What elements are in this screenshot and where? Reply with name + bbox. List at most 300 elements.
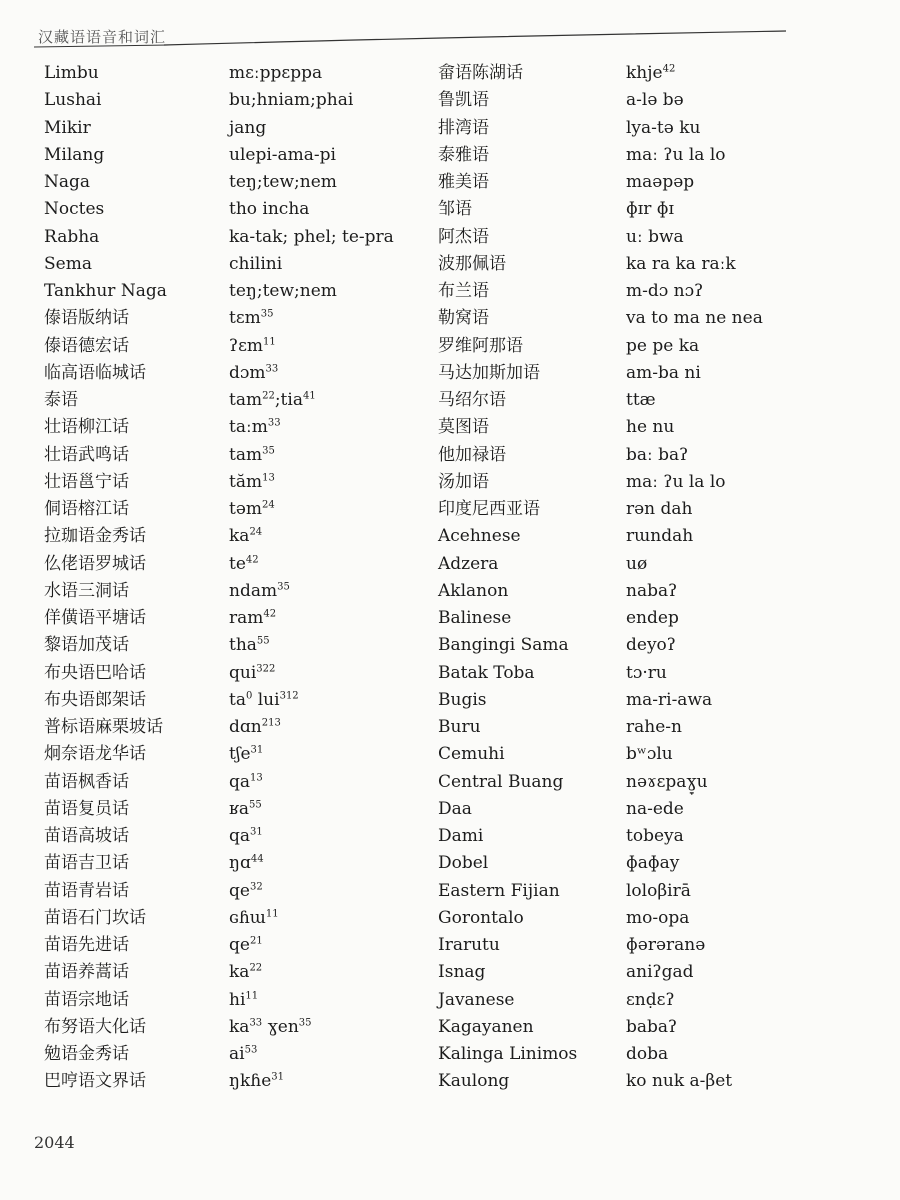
tone-superscript: 35 <box>260 308 274 320</box>
form-text: endep <box>626 608 679 628</box>
entry-row <box>438 1041 878 1068</box>
language-name: Gorontalo <box>438 907 524 928</box>
form-text: ɢɦɯ <box>229 907 266 928</box>
form-text: tɛm <box>229 308 261 329</box>
entry-row <box>44 87 424 114</box>
entry-row <box>438 632 878 659</box>
entry-row <box>44 1014 424 1041</box>
language-name: Tankhur Naga <box>44 281 167 301</box>
entry-row <box>438 1014 878 1041</box>
language-name: Eastern Fijian <box>438 880 560 901</box>
form-text: khje <box>626 63 663 83</box>
language-name: Sema <box>44 253 92 274</box>
tone-superscript: 35 <box>277 581 290 593</box>
entry-row <box>44 959 424 986</box>
form-text: te <box>229 553 246 574</box>
form-text: a-lə bə <box>626 90 684 111</box>
tone-superscript: 0 <box>245 690 253 702</box>
language-name: Bangingi Sama <box>438 635 569 656</box>
word-form <box>229 523 262 550</box>
form-text: ta <box>229 689 246 710</box>
entry-row <box>438 224 878 251</box>
running-header: 汉藏语语音和词汇 <box>38 28 167 46</box>
word-form <box>229 850 264 877</box>
entry-row <box>44 251 424 278</box>
language-name: 马达加斯加语 <box>438 362 540 383</box>
entry-row <box>438 305 878 332</box>
form-text: dɑn <box>229 717 262 737</box>
word-form <box>626 442 688 469</box>
tone-superscript: 213 <box>261 717 281 729</box>
language-name: 勒窝语 <box>438 308 489 329</box>
entry-row <box>44 796 424 823</box>
word-form <box>229 823 263 850</box>
form-text: doba <box>626 1044 669 1064</box>
entry-row <box>438 796 878 823</box>
language-name: Cemuhi <box>438 744 505 765</box>
word-form <box>229 1068 284 1095</box>
language-name: Limbu <box>44 63 99 83</box>
entry-row <box>438 523 878 550</box>
entry-row <box>438 987 878 1014</box>
entry-row <box>438 687 878 714</box>
entry-row <box>438 551 878 578</box>
language-name: 泰语 <box>44 390 78 410</box>
form-text: tam <box>229 444 263 465</box>
word-form <box>626 387 656 414</box>
entry-row <box>44 605 424 632</box>
word-form <box>229 905 279 932</box>
entry-row <box>438 333 878 360</box>
language-name: Noctes <box>44 199 105 220</box>
form-text: ka <box>229 526 250 547</box>
entry-row <box>44 387 424 414</box>
form-text: jang <box>229 117 267 138</box>
entry-row <box>44 987 424 1014</box>
word-form <box>626 278 703 305</box>
entry-row <box>44 578 424 605</box>
word-form <box>626 660 667 687</box>
language-name: 畲语陈湖话 <box>438 63 523 83</box>
entry-row <box>44 196 424 223</box>
form-text: hi <box>229 989 246 1010</box>
form-text: qe <box>229 880 250 901</box>
entry-row <box>438 469 878 496</box>
word-form <box>229 687 299 714</box>
tone-superscript: 41 <box>302 390 316 402</box>
language-name: Batak Toba <box>438 662 535 683</box>
language-name: 鲁凯语 <box>438 90 489 111</box>
language-name: 水语三洞话 <box>44 580 129 601</box>
word-form <box>229 959 262 986</box>
language-name: Milang <box>44 144 105 165</box>
form-text: mɛːppɛppa <box>229 63 323 83</box>
language-name: Javanese <box>438 989 515 1010</box>
word-form <box>626 87 684 114</box>
entry-row <box>438 660 878 687</box>
form-text: va to ma ne nea <box>626 308 763 329</box>
language-name: 苗语高坡话 <box>44 826 129 846</box>
language-name: Kaulong <box>438 1071 510 1092</box>
entry-row <box>438 823 878 850</box>
language-name: 仫佬语罗城话 <box>44 553 146 574</box>
word-form <box>229 632 270 659</box>
form-text: ko nuk a-βet <box>626 1071 733 1092</box>
word-form <box>626 959 694 986</box>
form-text: bu;hniam;phai <box>229 90 354 111</box>
entry-row <box>438 278 878 305</box>
language-name: Rabha <box>44 226 100 247</box>
word-form <box>229 414 281 441</box>
language-name: Naga <box>44 172 91 192</box>
word-form <box>229 932 263 959</box>
language-name: 邹语 <box>438 199 472 220</box>
entry-row <box>44 224 424 251</box>
entry-row <box>438 769 878 796</box>
word-form <box>229 142 336 169</box>
word-form <box>626 305 763 332</box>
language-name: Isnag <box>438 962 486 983</box>
form-text: qa <box>229 826 251 846</box>
form-text: maəpəp <box>626 172 695 192</box>
tone-superscript: 35 <box>298 1017 312 1029</box>
entry-row <box>44 769 424 796</box>
word-form <box>626 360 701 387</box>
entry-row <box>44 523 424 550</box>
word-form <box>626 578 677 605</box>
word-form <box>229 60 322 87</box>
language-name: 傣语版纳话 <box>44 308 129 329</box>
word-form <box>229 87 353 114</box>
form-text: maː ʔu la lo <box>626 471 726 492</box>
word-form <box>229 169 337 196</box>
tone-superscript: 13 <box>262 472 275 484</box>
entry-row <box>44 278 424 305</box>
entry-row <box>44 714 424 741</box>
word-form <box>626 769 708 796</box>
language-name: 排湾语 <box>438 117 489 138</box>
word-form <box>626 741 673 768</box>
form-text: ka <box>229 1016 250 1037</box>
language-name: 黎语加茂话 <box>44 635 129 656</box>
language-name: 勉语金秀话 <box>44 1044 129 1064</box>
entry-row <box>44 1041 424 1068</box>
entry-row <box>438 496 878 523</box>
language-name: 罗维阿那语 <box>438 335 523 356</box>
word-form <box>626 932 705 959</box>
language-name: 布央语巴哈话 <box>44 662 146 683</box>
entry-row <box>44 551 424 578</box>
form-text: ka-tak; phel; te-pra <box>229 226 394 247</box>
tone-superscript: 11 <box>265 908 279 920</box>
word-form <box>229 1014 312 1041</box>
word-form <box>229 387 316 414</box>
entry-row <box>44 442 424 469</box>
tone-superscript: 35 <box>262 444 275 456</box>
word-form <box>626 196 674 223</box>
tone-superscript: 31 <box>250 744 264 756</box>
entry-row <box>44 305 424 332</box>
word-form <box>626 60 675 87</box>
entry-row <box>438 414 878 441</box>
word-form <box>626 905 689 932</box>
language-name: 苗语吉卫话 <box>44 853 129 874</box>
tone-superscript: 21 <box>249 935 263 947</box>
tone-superscript: 322 <box>256 662 276 674</box>
entry-row <box>44 333 424 360</box>
language-name: Acehnese <box>438 526 521 547</box>
word-form <box>229 251 282 278</box>
word-form <box>229 796 262 823</box>
entry-row <box>438 959 878 986</box>
tone-superscript: 312 <box>279 690 299 702</box>
word-form <box>626 224 684 251</box>
tone-superscript: 11 <box>245 989 259 1001</box>
entry-row <box>44 60 424 87</box>
form-text: deyoʔ <box>626 635 676 656</box>
word-form <box>229 196 309 223</box>
form-text: tăm <box>229 471 263 492</box>
entry-row <box>438 442 878 469</box>
word-form <box>626 142 726 169</box>
form-text: rɯndah <box>626 526 694 547</box>
form-text: ɸaɸay <box>626 853 680 874</box>
tone-superscript: 55 <box>256 635 270 647</box>
form-text: tʃe <box>229 744 251 765</box>
word-form <box>626 823 684 850</box>
word-form <box>626 796 684 823</box>
entry-row <box>44 142 424 169</box>
tone-superscript: 33 <box>265 363 279 375</box>
language-name: 苗语养蒿话 <box>44 962 129 983</box>
form-text: loloβirā <box>626 880 691 901</box>
form-text: bʷɔlu <box>626 744 673 765</box>
form-text: ʁa <box>229 798 250 819</box>
tone-superscript: 13 <box>250 771 263 783</box>
language-name: 临高语临城话 <box>44 362 146 383</box>
tone-superscript: 31 <box>250 826 263 838</box>
form-text: ɣen <box>262 1016 299 1037</box>
entry-row <box>44 823 424 850</box>
language-name: 苗语宗地话 <box>44 989 129 1010</box>
form-text: chilini <box>229 253 283 274</box>
word-form <box>626 1068 732 1095</box>
entry-row <box>438 932 878 959</box>
language-name: 汤加语 <box>438 471 489 492</box>
form-text: nabaʔ <box>626 580 678 601</box>
language-name: Dami <box>438 826 484 846</box>
entry-row <box>438 115 878 142</box>
word-form <box>626 1014 677 1041</box>
language-name: Irarutu <box>438 935 500 955</box>
word-form <box>626 496 693 523</box>
form-text: ɛnḍɛʔ <box>626 989 675 1010</box>
language-name: Adzera <box>438 553 499 574</box>
form-text: tobeya <box>626 826 684 846</box>
form-text: ʔɛm <box>229 335 264 356</box>
tone-superscript: 44 <box>250 853 264 865</box>
tone-superscript: 22 <box>262 390 275 402</box>
word-form <box>626 687 712 714</box>
language-name: 马绍尔语 <box>438 390 506 410</box>
word-form <box>229 115 266 142</box>
form-text: ttæ <box>626 390 656 410</box>
entry-row <box>438 714 878 741</box>
word-form <box>229 578 290 605</box>
word-form <box>229 769 263 796</box>
right-column <box>438 60 878 1096</box>
form-text: aniʔgad <box>626 962 694 983</box>
form-text: ka <box>229 962 250 983</box>
form-text: lui <box>252 689 280 710</box>
word-form <box>229 278 337 305</box>
entry-row <box>44 905 424 932</box>
language-name: 苗语复员话 <box>44 798 129 819</box>
form-text: lya-tə ku <box>626 117 701 138</box>
form-text: tɔ·ru <box>626 662 667 683</box>
entry-row <box>438 87 878 114</box>
form-text: tam <box>229 390 263 410</box>
form-text: qa <box>229 771 251 792</box>
word-form <box>229 442 275 469</box>
form-text: taːm <box>229 417 268 438</box>
word-form <box>626 987 675 1014</box>
language-name: Kalinga Linimos <box>438 1044 578 1064</box>
form-text: ndam <box>229 580 278 601</box>
form-text: ;tia <box>274 390 303 410</box>
word-form <box>626 169 694 196</box>
entry-row <box>438 169 878 196</box>
entry-row <box>44 687 424 714</box>
entry-row <box>44 850 424 877</box>
language-name: 泰雅语 <box>438 144 489 165</box>
language-name: 炯奈语龙华话 <box>44 744 146 765</box>
language-name: 普标语麻栗坡话 <box>44 717 163 737</box>
form-text: ŋɑ <box>229 853 251 874</box>
tone-superscript: 53 <box>244 1044 258 1056</box>
language-name: 傣语德宏话 <box>44 335 129 356</box>
language-name: 巴哼语文界话 <box>44 1071 146 1092</box>
entry-row <box>44 878 424 905</box>
language-name: 苗语枫香话 <box>44 771 129 792</box>
language-name: 壮语武鸣话 <box>44 444 129 465</box>
language-name: 布努语大化话 <box>44 1016 146 1037</box>
language-name: 印度尼西亚语 <box>438 499 540 519</box>
form-text: mo-opa <box>626 907 690 928</box>
form-text: m-dɔ nɔʔ <box>626 281 704 301</box>
form-text: uː bwa <box>626 226 684 247</box>
form-text: ka ra ka raːk <box>626 253 736 274</box>
word-form <box>229 496 275 523</box>
form-text: ɸərəranə <box>626 935 706 955</box>
language-name: 拉珈语金秀话 <box>44 526 146 547</box>
language-name: Kagayanen <box>438 1016 534 1037</box>
entry-row <box>438 1068 878 1095</box>
language-name: Central Buang <box>438 771 564 792</box>
word-form <box>229 360 278 387</box>
entry-row <box>44 469 424 496</box>
word-form <box>626 632 676 659</box>
tone-superscript: 42 <box>245 553 259 565</box>
form-text: rahe-n <box>626 717 682 737</box>
form-text: qui <box>229 662 257 683</box>
tone-superscript: 11 <box>263 335 276 347</box>
language-name: 布兰语 <box>438 281 489 301</box>
form-text: tho incha <box>229 199 310 220</box>
form-text: tha <box>229 635 257 656</box>
language-name: 莫图语 <box>438 417 489 438</box>
word-form <box>229 469 275 496</box>
header-rule <box>34 29 790 51</box>
word-form <box>229 714 281 741</box>
entry-row <box>438 196 878 223</box>
form-text: he nu <box>626 417 675 438</box>
form-text: baː baʔ <box>626 444 689 465</box>
entry-row <box>438 251 878 278</box>
tone-superscript: 22 <box>249 962 263 974</box>
entry-row <box>438 605 878 632</box>
form-text: ai <box>229 1044 245 1064</box>
form-text: ŋkɦe <box>229 1071 272 1092</box>
form-text: ɸɪr ɸɪ <box>626 199 674 220</box>
word-form <box>229 551 259 578</box>
form-text: teŋ;tew;nem <box>229 281 337 301</box>
tone-superscript: 24 <box>249 526 263 538</box>
entry-row <box>44 632 424 659</box>
word-form <box>229 333 276 360</box>
tone-superscript: 42 <box>662 63 676 75</box>
entry-row <box>438 878 878 905</box>
language-name: 苗语青岩话 <box>44 880 129 901</box>
language-name: Balinese <box>438 608 512 628</box>
language-name: Bugis <box>438 689 487 710</box>
form-text: uø <box>626 553 648 574</box>
word-form <box>626 878 691 905</box>
entry-row <box>438 578 878 605</box>
word-form <box>626 551 647 578</box>
language-name: 阿杰语 <box>438 226 489 247</box>
entry-row <box>44 360 424 387</box>
word-form <box>229 1041 257 1068</box>
language-name: 苗语石门坎话 <box>44 907 146 928</box>
form-text: qe <box>229 935 250 955</box>
language-name: Buru <box>438 717 481 737</box>
entry-row <box>44 741 424 768</box>
tone-superscript: 24 <box>262 499 275 511</box>
word-form <box>626 251 736 278</box>
language-name: 佯僙语平塘话 <box>44 608 146 628</box>
word-form <box>626 469 726 496</box>
entry-row <box>44 115 424 142</box>
left-column <box>44 60 424 1096</box>
form-text: rən dah <box>626 499 693 519</box>
tone-superscript: 42 <box>263 608 277 620</box>
language-name: 波那佩语 <box>438 253 506 274</box>
language-name: Daa <box>438 798 472 819</box>
form-text: na-ede <box>626 798 684 819</box>
form-text: dɔm <box>229 362 266 383</box>
language-name: 雅美语 <box>438 172 489 192</box>
entry-row <box>438 850 878 877</box>
entry-row <box>438 905 878 932</box>
language-name: 侗语榕江话 <box>44 499 129 519</box>
word-form <box>626 1041 668 1068</box>
language-name: 苗语先进话 <box>44 935 129 955</box>
entry-row <box>44 932 424 959</box>
tone-superscript: 55 <box>249 799 262 811</box>
entry-row <box>44 169 424 196</box>
word-form <box>229 741 263 768</box>
